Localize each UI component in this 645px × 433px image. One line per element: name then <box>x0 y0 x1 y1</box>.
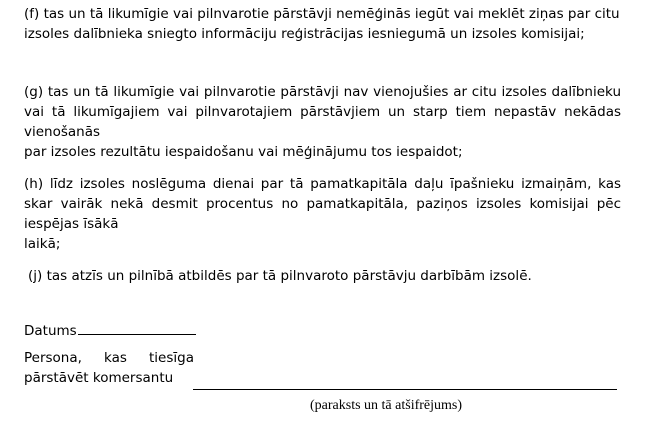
representative-label-line-2: pārstāvēt komersantu <box>24 370 174 386</box>
clause-g-line-3: par izsoles rezultātu iespaidošanu vai mēģinājumu tos iespaidot; <box>24 144 463 160</box>
clause-f <box>24 4 621 44</box>
representative-word-1: Persona, <box>24 350 82 366</box>
clause-g-line-2: tā likumīgajiem vai pilnvarotajiem pārstāvjiem un starp tiem nepastāv nekādas vienošanās <box>24 104 621 140</box>
date-label: Datums <box>24 323 77 339</box>
clause-h <box>24 174 621 254</box>
clause-j <box>28 266 625 286</box>
clause-g-line-1: (g) tas un tā likumīgie vai pilnvarotie pārstāvji nav vienojušies ar citu izsoles dalībnieku vai <box>24 84 621 120</box>
clause-f-line-1: (f) tas un tā likumīgie vai pilnvarotie pārstāvji nemēģinās iegūt vai meklēt ziņas par citu <box>24 6 620 22</box>
signature-line <box>193 389 617 390</box>
clause-h-line-2: vairāk nekā desmit procentus no pamatkapitāla, paziņos izsoles komisijai pēc iespējas īsākā <box>24 196 622 232</box>
clause-g <box>24 82 621 162</box>
clause-f-line-2: izsoles dalībnieka sniegto informāciju reģistrācijas iesniegumā un izsoles komisijai; <box>24 26 585 42</box>
signature-caption: (paraksts un tā atšifrējums) <box>310 398 463 413</box>
representative-word-3: tiesīga <box>149 350 194 366</box>
representative-label-line-1 <box>24 348 194 368</box>
clause-j-line-1: (j) tas atzīs un pilnībā atbildēs par tā pilnvaroto pārstāvju darbībām izsolē. <box>28 268 532 284</box>
clause-h-line-3: laikā; <box>24 236 61 252</box>
clause-h-line-1: (h) līdz izsoles noslēguma dienai par tā pamatkapitāla daļu īpašnieku izmaiņām, kas skar <box>24 176 621 212</box>
representative-word-2: kas <box>104 350 127 366</box>
date-blank-line <box>78 320 196 335</box>
representative-label <box>24 348 194 388</box>
date-field <box>24 320 196 341</box>
